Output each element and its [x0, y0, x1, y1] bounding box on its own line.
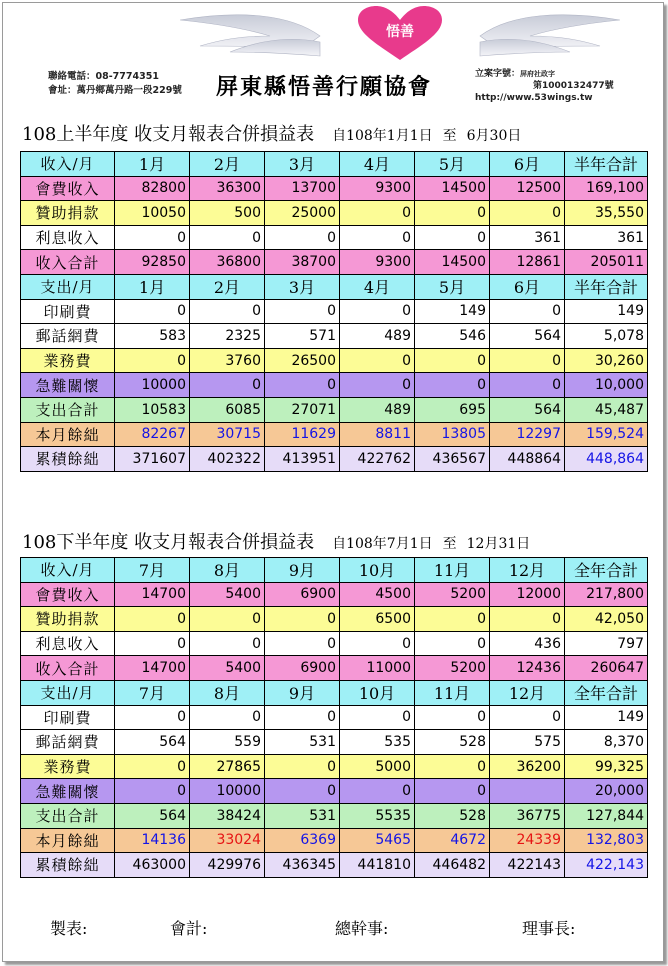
table-cell: 5400 [190, 656, 265, 681]
table-row [21, 607, 648, 632]
table-cell: 0 [115, 705, 190, 730]
row-label: 收入合計 [21, 250, 115, 275]
table-cell: 36775 [490, 803, 565, 828]
table-cell: 45,487 [565, 397, 648, 422]
row-label: 業務費 [21, 348, 115, 373]
table-row [21, 730, 648, 755]
table-cell: 0 [115, 779, 190, 804]
table-cell: 0 [265, 631, 340, 656]
table-cell: 33024 [190, 828, 265, 853]
column-header: 半年合計 [565, 274, 648, 299]
table-row [21, 447, 648, 472]
table-cell: 489 [340, 324, 415, 349]
table-row [21, 705, 648, 730]
table-cell: 0 [265, 754, 340, 779]
table-cell: 0 [190, 631, 265, 656]
column-header: 2月 [190, 152, 265, 177]
column-header: 10月 [340, 680, 415, 705]
table-cell: 14500 [415, 176, 490, 201]
table-cell: 217,800 [565, 582, 648, 607]
table-cell: 11000 [340, 656, 415, 681]
table-cell: 528 [415, 730, 490, 755]
table-cell: 13700 [265, 176, 340, 201]
sign-chairman: 理事長: [522, 919, 576, 938]
table-cell: 3760 [190, 348, 265, 373]
row-label: 印刷費 [21, 705, 115, 730]
column-header: 12月 [490, 680, 565, 705]
sign-secretary: 總幹事: [335, 919, 389, 938]
reg-label: 立案字號： [475, 69, 521, 79]
column-header: 半年合計 [565, 152, 648, 177]
row-label: 本月餘絀 [21, 422, 115, 447]
table-row [21, 631, 648, 656]
first-half-range-from: 自108年1月1日 [332, 128, 433, 144]
table-cell: 446482 [415, 853, 490, 878]
column-header: 6月 [490, 274, 565, 299]
registration-info [475, 68, 614, 104]
first-half-range-to-word: 至 [442, 128, 457, 144]
table-cell: 4672 [415, 828, 490, 853]
phone: 聯絡電話：08-7774351 [48, 71, 159, 82]
table-cell: 36300 [190, 176, 265, 201]
table-cell: 14700 [115, 656, 190, 681]
table-row [21, 754, 648, 779]
table-cell: 6085 [190, 397, 265, 422]
table-cell [490, 779, 565, 804]
column-header: 8月 [190, 680, 265, 705]
first-half-range-to: 6月30日 [466, 128, 522, 144]
table-cell: 6900 [265, 656, 340, 681]
table-cell: 531 [265, 730, 340, 755]
table-cell: 38700 [265, 250, 340, 275]
column-header: 7月 [115, 680, 190, 705]
table-cell: 422,143 [565, 853, 648, 878]
table-cell: 36800 [190, 250, 265, 275]
table-cell: 422143 [490, 853, 565, 878]
table-cell: 0 [265, 607, 340, 632]
wings-heart-logo [180, 6, 620, 64]
table-cell: 27865 [190, 754, 265, 779]
table-cell: 25000 [265, 201, 340, 226]
row-label: 累積餘絀 [21, 447, 115, 472]
table-cell: 8,370 [565, 730, 648, 755]
row-label: 累積餘絀 [21, 853, 115, 878]
table-cell: 5200 [415, 656, 490, 681]
table-cell: 583 [115, 324, 190, 349]
column-header: 4月 [340, 274, 415, 299]
table-cell: 20,000 [565, 779, 648, 804]
table-cell: 564 [115, 803, 190, 828]
table-cell: 82267 [115, 422, 190, 447]
table-cell: 0 [415, 373, 490, 398]
address: 會址：萬丹鄉萬丹路一段229號 [48, 85, 182, 96]
table-cell: 26500 [265, 348, 340, 373]
table-cell: 448,864 [565, 447, 648, 472]
table-row [21, 176, 648, 201]
table-cell: 82800 [115, 176, 190, 201]
table-cell: 0 [415, 201, 490, 226]
row-header-label: 支出/月 [21, 274, 115, 299]
column-header: 7月 [115, 558, 190, 583]
logo-text: 悟善 [386, 24, 414, 40]
table-cell: 429976 [190, 853, 265, 878]
table-cell: 10050 [115, 201, 190, 226]
table-cell: 0 [415, 348, 490, 373]
table-row [21, 201, 648, 226]
header-row [21, 680, 648, 705]
table-cell: 132,803 [565, 828, 648, 853]
table-cell: 9300 [340, 176, 415, 201]
row-label: 收入合計 [21, 656, 115, 681]
column-header: 8月 [190, 558, 265, 583]
column-header: 6月 [490, 152, 565, 177]
header-row [21, 152, 648, 177]
table-cell: 10000 [190, 779, 265, 804]
table-cell: 5000 [340, 754, 415, 779]
table-cell: 5,078 [565, 324, 648, 349]
table-cell: 0 [415, 705, 490, 730]
table-cell: 0 [190, 299, 265, 324]
table-row [21, 324, 648, 349]
table-cell: 92850 [115, 250, 190, 275]
table-cell: 0 [265, 373, 340, 398]
table-row [21, 656, 648, 681]
table-cell: 5465 [340, 828, 415, 853]
table-cell: 422762 [340, 447, 415, 472]
row-header-label: 支出/月 [21, 680, 115, 705]
column-header: 10月 [340, 558, 415, 583]
table-cell: 30715 [190, 422, 265, 447]
table-row [21, 225, 648, 250]
table-cell: 6369 [265, 828, 340, 853]
table-cell: 0 [265, 705, 340, 730]
table-cell: 695 [415, 397, 490, 422]
column-header: 2月 [190, 274, 265, 299]
table-cell: 0 [340, 348, 415, 373]
table-cell: 30,260 [565, 348, 648, 373]
row-label: 印刷費 [21, 299, 115, 324]
table-cell: 149 [565, 299, 648, 324]
first-half-table [20, 151, 648, 472]
table-cell: 35,550 [565, 201, 648, 226]
table-cell: 6500 [340, 607, 415, 632]
row-label: 贊助捐款 [21, 607, 115, 632]
table-cell: 0 [190, 225, 265, 250]
table-cell: 12000 [490, 582, 565, 607]
table-cell: 0 [190, 607, 265, 632]
table-cell: 127,844 [565, 803, 648, 828]
header-row [21, 558, 648, 583]
table-cell: 159,524 [565, 422, 648, 447]
table-row [21, 422, 648, 447]
table-cell: 0 [490, 373, 565, 398]
table-cell: 8811 [340, 422, 415, 447]
row-label: 郵話網費 [21, 730, 115, 755]
header-row [21, 274, 648, 299]
table-cell: 11629 [265, 422, 340, 447]
column-header: 5月 [415, 152, 490, 177]
table-cell: 24339 [490, 828, 565, 853]
table-cell: 0 [340, 225, 415, 250]
column-header: 1月 [115, 152, 190, 177]
table-cell: 0 [340, 631, 415, 656]
column-header: 3月 [265, 152, 340, 177]
table-cell: 36200 [490, 754, 565, 779]
column-header: 4月 [340, 152, 415, 177]
column-header: 9月 [265, 680, 340, 705]
table-cell: 5200 [415, 582, 490, 607]
row-header-label: 收入/月 [21, 558, 115, 583]
table-cell: 361 [565, 225, 648, 250]
column-header: 9月 [265, 558, 340, 583]
table-cell: 0 [415, 225, 490, 250]
table-cell: 10,000 [565, 373, 648, 398]
table-cell: 402322 [190, 447, 265, 472]
table-cell: 4500 [340, 582, 415, 607]
table-cell: 10000 [115, 373, 190, 398]
reg-no: 第1000132477號 [533, 81, 614, 91]
table-cell: 14500 [415, 250, 490, 275]
table-cell: 0 [190, 705, 265, 730]
table-cell: 0 [415, 607, 490, 632]
table-cell: 0 [265, 299, 340, 324]
first-half-title-text: 108上半年度 收支月報表合併損益表 [22, 124, 315, 145]
second-half-title-text: 108下半年度 收支月報表合併損益表 [22, 532, 315, 553]
table-cell: 12861 [490, 250, 565, 275]
column-header: 11月 [415, 558, 490, 583]
sign-maker: 製表: [50, 919, 88, 938]
second-half-table [20, 557, 648, 878]
table-cell: 436 [490, 631, 565, 656]
table-cell: 260647 [565, 656, 648, 681]
table-cell: 27071 [265, 397, 340, 422]
website-link[interactable]: http://www.53wings.tw [475, 93, 593, 103]
table-cell: 571 [265, 324, 340, 349]
row-label: 本月餘絀 [21, 828, 115, 853]
table-cell: 797 [565, 631, 648, 656]
table-cell: 0 [490, 607, 565, 632]
table-cell: 528 [415, 803, 490, 828]
row-label: 利息收入 [21, 631, 115, 656]
table-row [21, 397, 648, 422]
row-label: 會費收入 [21, 176, 115, 201]
table-cell: 546 [415, 324, 490, 349]
reg-issuer: 屏府社政字 [520, 70, 556, 78]
table-cell: 2325 [190, 324, 265, 349]
table-cell: 38424 [190, 803, 265, 828]
table-cell: 12500 [490, 176, 565, 201]
second-half-range-to: 12月31日 [466, 536, 531, 552]
table-cell: 0 [415, 631, 490, 656]
table-cell: 13805 [415, 422, 490, 447]
table-cell: 99,325 [565, 754, 648, 779]
table-row [21, 803, 648, 828]
row-label: 業務費 [21, 754, 115, 779]
table-cell: 0 [115, 225, 190, 250]
row-label: 贊助捐款 [21, 201, 115, 226]
table-row [21, 348, 648, 373]
table-row [21, 373, 648, 398]
column-header: 3月 [265, 274, 340, 299]
second-half-title [22, 528, 530, 554]
row-label: 利息收入 [21, 225, 115, 250]
table-cell: 413951 [265, 447, 340, 472]
table-cell: 436567 [415, 447, 490, 472]
sign-accountant: 會計: [170, 919, 208, 938]
row-label: 支出合計 [21, 397, 115, 422]
table-cell: 0 [340, 373, 415, 398]
org-name: 屏東縣悟善行願協會 [216, 74, 433, 100]
table-cell: 42,050 [565, 607, 648, 632]
row-header-label: 收入/月 [21, 152, 115, 177]
table-cell: 0 [115, 631, 190, 656]
table-cell: 371607 [115, 447, 190, 472]
table-cell: 0 [490, 299, 565, 324]
table-cell: 12297 [490, 422, 565, 447]
table-cell: 149 [415, 299, 490, 324]
table-cell: 10583 [115, 397, 190, 422]
table-row [21, 853, 648, 878]
table-cell: 0 [340, 779, 415, 804]
table-cell: 0 [115, 754, 190, 779]
table-cell: 0 [340, 705, 415, 730]
table-cell: 0 [490, 348, 565, 373]
table-cell: 564 [490, 397, 565, 422]
table-cell: 12436 [490, 656, 565, 681]
table-cell: 205011 [565, 250, 648, 275]
row-label: 郵話網費 [21, 324, 115, 349]
table-cell: 489 [340, 397, 415, 422]
table-cell: 500 [190, 201, 265, 226]
table-cell: 564 [115, 730, 190, 755]
table-cell: 441810 [340, 853, 415, 878]
table-cell: 5535 [340, 803, 415, 828]
table-cell: 0 [415, 779, 490, 804]
table-cell: 0 [115, 607, 190, 632]
column-header: 5月 [415, 274, 490, 299]
row-label: 急難關懷 [21, 373, 115, 398]
table-row [21, 299, 648, 324]
column-header: 11月 [415, 680, 490, 705]
second-half-range-to-word: 至 [442, 536, 457, 552]
first-half-title [22, 120, 521, 146]
table-cell: 436345 [265, 853, 340, 878]
table-cell: 463000 [115, 853, 190, 878]
table-cell: 0 [265, 779, 340, 804]
column-header: 1月 [115, 274, 190, 299]
table-cell: 0 [415, 754, 490, 779]
table-cell: 9300 [340, 250, 415, 275]
table-cell: 14700 [115, 582, 190, 607]
table-row [21, 828, 648, 853]
table-cell: 559 [190, 730, 265, 755]
row-label: 會費收入 [21, 582, 115, 607]
table-cell: 564 [490, 324, 565, 349]
table-cell: 0 [115, 299, 190, 324]
column-header: 全年合計 [565, 680, 648, 705]
table-cell: 448864 [490, 447, 565, 472]
table-row [21, 582, 648, 607]
table-cell: 531 [265, 803, 340, 828]
table-cell: 0 [265, 225, 340, 250]
table-cell: 0 [490, 705, 565, 730]
table-cell: 0 [340, 201, 415, 226]
table-cell: 0 [115, 348, 190, 373]
table-cell: 14136 [115, 828, 190, 853]
table-cell: 0 [490, 201, 565, 226]
table-cell: 149 [565, 705, 648, 730]
row-label: 急難關懷 [21, 779, 115, 804]
column-header: 全年合計 [565, 558, 648, 583]
table-cell: 169,100 [565, 176, 648, 201]
table-cell: 5400 [190, 582, 265, 607]
table-cell: 361 [490, 225, 565, 250]
contact-info [48, 70, 182, 98]
second-half-range-from: 自108年7月1日 [332, 536, 433, 552]
table-cell: 0 [190, 373, 265, 398]
table-row [21, 250, 648, 275]
row-label: 支出合計 [21, 803, 115, 828]
table-cell: 535 [340, 730, 415, 755]
table-row [21, 779, 648, 804]
table-cell: 575 [490, 730, 565, 755]
table-cell: 6900 [265, 582, 340, 607]
column-header: 12月 [490, 558, 565, 583]
table-cell: 0 [340, 299, 415, 324]
